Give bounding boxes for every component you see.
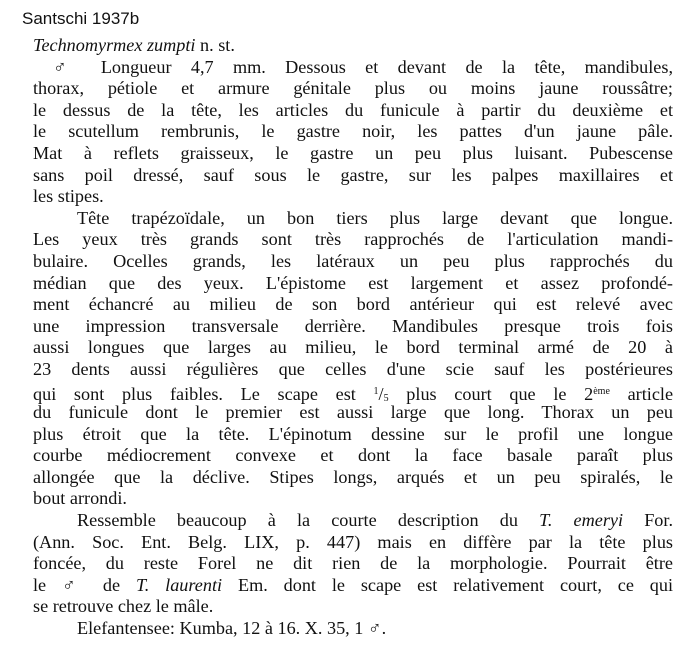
text-line: sans poil dressé, sauf sous le gastre, sur les palpes maxillaires et [33,164,673,185]
text-line: ment échancré au milieu de son bord antérieur qui est relevé avec [33,294,673,315]
species-name: Technomyrmex zumpti [33,35,196,55]
species-title-line [33,35,673,57]
male-symbol: ♂ [62,574,88,595]
text-line: plus étroit que la tête. L'épinotum dessine sur le profil une longue [33,423,673,444]
text-line: Les yeux très grands sont très rapprochés de l'articulation mandi- [33,229,673,250]
text-line: aussi longues que larges au milieu, le bord terminal armé de 20 à [33,337,673,358]
species-reference: T. emeryi [539,510,624,531]
male-symbol: ♂ [367,618,382,639]
text-line: courbe médiocrement convexe et dont la face basale paraît plus [33,445,673,466]
text-line: 23 dents aussi régulières que celles d'une scie sauf les postérieures [33,358,673,379]
text-line: une impression transversale derrière. Mandibules presque trois fois [33,315,673,336]
text-line: bout arrondi. [33,488,127,509]
text-line: ♂ Longueur 4,7 mm. Dessous et devant de la tête, mandibules, [53,56,673,77]
fraction: $^1/_5$ [373,383,389,404]
text-line: allongée que la déclive. Stipes longs, arqués et un peu spiralés, le [33,466,673,487]
text-line: les stipes. [33,186,104,207]
text-line: du funicule dont le premier est aussi large que long. Thorax un peu [33,402,673,423]
male-symbol: ♂ [53,56,82,77]
text-line: (Ann. Soc. Ent. Belg. LIX, p. 447) mais en diffère par la tête plus [33,531,673,552]
text-line: thorax, pétiole et armure génitale plus ou moins jaune roussâtre; [33,78,673,99]
text-line: bulaire. Ocelles grands, les latéraux un peu plus rapprochés du [33,250,673,271]
reference-header: Santschi 1937b [22,9,140,28]
text-line: qui sont plus faibles. Le scape est $^1/_5$ plus court que le 2ème article [33,383,674,404]
text-line: Ressemble beaucoup à la courte description du T. emeryi For. [77,510,673,531]
species-status: n. st. [200,35,235,55]
locality-line: Elefantensee: Kumba, 12 à 16. X. 35, 1 ♂. [77,618,387,639]
text-line: se retrouve chez le mâle. [33,596,214,617]
text-line: foncée, du reste Forel ne dit rien de la morphologie. Pourrait être [33,553,673,574]
text-line: Mat à reflets graisseux, le gastre un peu plus luisant. Pubescense [33,142,673,163]
species-reference: T. laurenti [135,574,223,595]
text-line: le scutellum rembrunis, le gastre noir, les pattes d'un jaune pâle. [33,121,673,142]
text-line: médian que des yeux. L'épistome est largement et assez profondé- [33,272,673,293]
species-description [33,35,673,640]
text-line: le dessus de la tête, les articles du funicule à partir du deuxième et [33,99,673,120]
text-line: Tête trapézoïdale, un bon tiers plus large devant que longue. [77,207,673,228]
text-line: le ♂ de T. laurenti Em. dont le scape est relativement court, ce qui [33,574,674,595]
